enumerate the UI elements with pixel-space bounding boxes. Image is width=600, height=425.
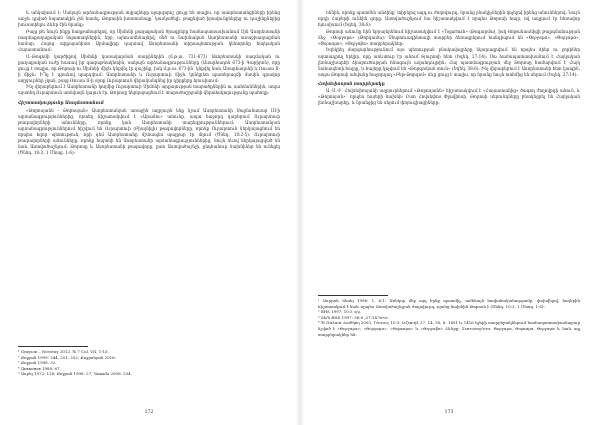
paragraph: Եզեկիել մարգարեությունում այս պետության բնակավայրերը նկարագրվում են որպես ձիեր ու ջորիներ արտադրող երկիր, որը առևտուր էր անում Տյուրոսի հետ (Եզեկ. 27:14)։ Սա համապատասխանում է Հայկական լեռնաշխարհի ձիաբուծության հնագույն ավանդույթին։ Հայ պատմագրության մեջ Թորոսը համարվում է Հայկ նահապետի հայրը, և հայերը կոչվում են «Թորգոմյան տուն» (Եզեկ. 38:6)։ Ինչ վերաբերում է Ասորեստանի հետ կապին, ապա Թորոսի անվանը հաջորդող «Բեթ-Թորգոմ» ձևը ցույց է տալիս, որ նրանք նույն տոհմից են սերում (Եզեկ. 27:14)։ [318,47,580,77]
footnote: ³ Տհ/ն BHS 1997: ישראל 27:14; 38:6. [318,314,390,320]
footnote: ¹ Grayson – Novotny 2012. № 7 Col. VII. 1-15. [18,349,109,354]
paragraph: Թորոսի անունը հին եբրայերենում հիշատակվում է «Togarmah» (Թոգարմա), իսկ Յոթանասնիցի թարգմանության մեջ՝ «Θοργαμα» (Թորգամա)։ Սեպտուագինտայի տարբեր ձեռագրերում հանդիպում են «Θεργαμα», «Θοργαμα», «Θορκαμα», «Θεργαβα» տարբերակներ։ [318,28,580,46]
right-footnotes [318,295,580,337]
right-page [318,10,580,416]
footnote: ⁴ Ἡ Παλαιὰ Διαθήκη 2003, Γένεσις 10:3; Ιεζεκιήλ 27, 14, 38, 6: 1401 և 1416 էջերի տարբերակներում համապատասխանաբար նշված է «Θεργαμα»; «Θοργαμα»; «Θορκαμα» և «Θεργαβα» ձևերը։ Σεπτουαγίντα: Θοργαμα, Θορκαμα, Θεργαμα և նաև այլ տարբերակներ են։ [318,320,580,337]
page-number: 173 [444,409,454,415]
section-heading: Հիշատակությունը Ասորեստանում [18,100,104,106]
paragraph: Բայց թե նույն ինքը հաղթահարելով, որ Սիմոնի քաղաքական ծրագրերը համապատասխանում էին Ասորեստանի ռազմաքաղաքական նպատակներին, երբ, այնուամենայնիվ, մեծ ու նախնական Ասորեստանի առաջխաղացման համար, Հայոց արքայանիստ Արմավիրը դարձավ Ասորեստանի տիրապետության կենտրոնը հայկական Հայաստանում։ [18,28,280,52]
footnote: ² BHS 1997: עֲשָׂו 10:3. [318,309,362,315]
right-page-body [318,10,580,106]
footnote: ³ Քոջյան 1998: 32. [18,360,57,366]
paragraph: ռենիե, որոնք պատմեն անձինք՝ տիրելով ազգ ու ժողովուրդ, նրանց բնակիչներին կոչելով իրենց անուններով։ Նույն որդի Հաբեթի ունեին զորք. Աստվածաշնչում նա հիշատակվում է որպես Թորոսի հայր, ով ապրում էր հեռավոր հյուսիսում (Եզեկ. 38:6)։ [318,10,580,28]
paragraph: «Թորոսյանն – Թորոսյան» Ասորեստանյան առաջին աղբյուրն ենք նշում Ասորեստանի Սալմանասար III-ի արձանագրություններից, որտեղ հիշատակվում է «Արամու» անունը, ապա հաջորդ դարերում Ուրարտուի թագավորների անունները, որոնք կան Ասորեստանի տարեգրություններում։ Ասորեստանյան արձանագրություններում հիշվում են Ուրարտուի (Բիայնիլի) թագավորները, որոնք Ուրարտուն ներկայացնում են որպես հզոր պետություն, որի դեմ Ասորեստանը մշտապես պայքար էր մղում (Ծննդ. 10:2-5)։ Ուրարտուի թագավորների անունները, որոնք հայտնի են Ասորեստանի արձանագրություններից, նույն ձևով ներկայացված են նաև Աստվածաշնչում։ Թորոսը և Ասորեստանի թագավորը, ըստ Աստվածաշնչի, ընդհանուր նախնիներ են ունեցել (Ծննդ. 10:3, 1 Մնաց. 1:6)։ [18,107,280,156]
book-gutter [296,0,304,425]
paragraph: Ա.-Ս.-Ի՝ Հովսեփոսյանի աղբյուրներում «Թորոսյանն» հիշատակվում է «Հայաստանից» ծագող ժողովրդի անուն, և «Թորոսյան»՝ որպես հայերի նախնի։ Ըստ Հովսեփոս Փլավիոսի, Թորոսի սերունդները բնակեցրել են Հայկական լեռնաշխարհը, և նրանցից են սերում փռյուգիացիները։ [318,87,580,105]
paragraph: Ս.-Թոգոմի կարծիքով Սիմոնի կառավարման տարիներին (մ.թ.ա. 721-673) Ասորեստանի ռազմական ու քաղաքական ուժը հասավ իր գագաթնակետին, սակայն արձանագրությունները (Ասարհադոն 673-ի Գաբիրոն), որը ցույց է տալիս, որ Թորոսի ու Սիմոնի միջև կնքվել էր դաշինք, իսկ մ.թ.ա. 673-ին՝ կնքվել նաև Ասարհադոնի և Ռուսա II-ի միջև։ Ի՞նչ է դրանով պարզվում. Ասորեստանի և Ուրարտուի միջև կոնկրետ պատերազմի մասին գրավոր աղբյուրներ չկան, բայց Ռուսա II-ի օրոք Ուրարտուն վերականգնեց իր դիրքերը հյուսիսում։ [18,53,280,83]
page-number: 172 [144,409,154,415]
footnote: ⁴ Дьяконов 1989: 67. [18,365,61,371]
left-footnotes [18,346,280,377]
footnote: ⁵ Ասրեյ 1972: 128; Քոջյան 1998: 27; Yamada 2006: 234. [18,371,132,377]
footnote: ¹ Ասրյան Վեսեյ 1996: 1, 6:1: Ասեկոր մեջ այդ երեք պատմիչ, ամենայն հավանականությամբ, փոխվելով, հայերին հիշատակում է նաև որպես Աստվածաշնչյան ժողովուրդ, որոնց նախնին Թորոսն է (Ծննդ. 10:3, 1 Մնաց. 1:6)։ [318,298,580,309]
left-page [18,10,280,416]
paragraph: և անկախում է: Սակայն արձանագրության տվյալները պարզորոշ ցույց են տալիս, որ ասորեստանցիների իրենց առջև դրված նպատակին չեն հասել. Թորոսին խոստանալը՝ կասկածելի, թաքնված իրավունքներից ու դաշինքներից խուսափելու ձևեր էին նրանք։ [18,10,280,28]
footnote: ² Քոջյան 1999: 244, 251, 252; Քոջյանյան 2016: [18,354,116,360]
left-page-body [18,10,280,156]
paragraph: Ինչ վերաբերում է Ասորեստանի կողմից Ուրարտուի Սիմոնի արքայության տարածքներին ու սահմաններին, ապա այստեղ Ուրարտուն առնվազն կայուն էր. Թորոսը ներկայացնում է տարածաշրջանի վերահսկողությունը պահողը։ [18,84,280,96]
section-subheading: Հովսեփոսյան տարբերակը [318,80,385,86]
